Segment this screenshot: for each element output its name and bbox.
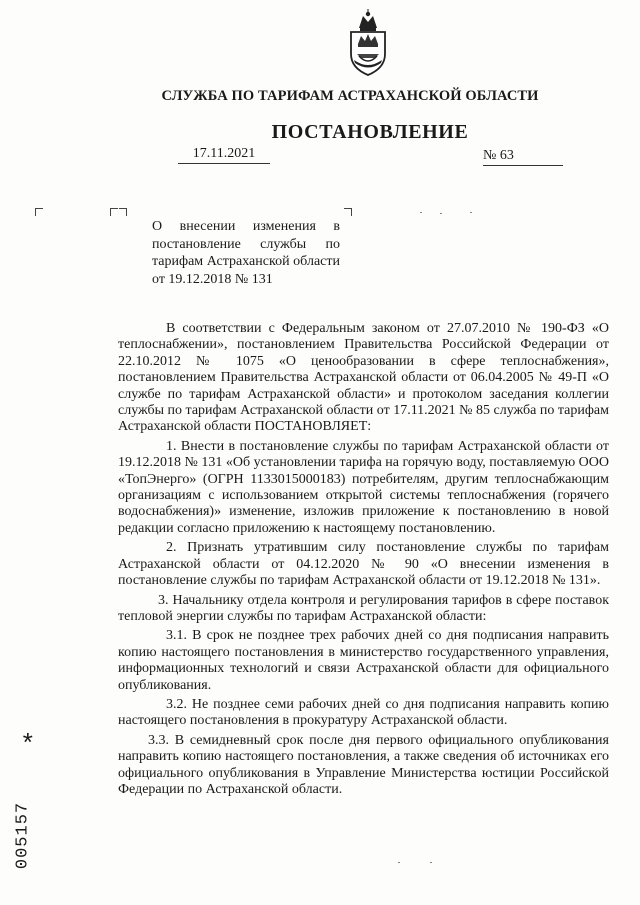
document-subject: О внесении изменения в постановление службы по тарифам Астраханской области от 19.12.2018 № 131 (152, 219, 340, 287)
corner-mark-subject-left-outer (110, 208, 118, 216)
item-2: 2. Признать утратившим силу постановление службы по тарифам Астраханской области от 04.12.2020 № 90 «О внесении изменения в постановление службы по тарифам Астраханской области от 19.12.2018 № 131». (118, 540, 609, 589)
asterisk-mark: * (20, 730, 36, 760)
organization-name: СЛУЖБА ПО ТАРИФАМ АСТРАХАНСКОЙ ОБЛАСТИ (161, 88, 539, 104)
corner-mark-subject-right (344, 208, 352, 216)
scan-speck (420, 212, 422, 213)
document-body (118, 321, 609, 801)
item-1: 1. Внести в постановление службы по тарифам Астраханской области от 19.12.2018 № 131 «Об установлении тарифа на горячую воду, поставляемую ООО «ТопЭнерго» (ОГРН 1133015000183) потребителям, другим теплоснабжающим организациям с использованием открытой системы теплоснабжения (горячего водоснабжения)» изменение, изложив приложение к постановлению в новой редакции согласно приложению к настоящему постановлению. (118, 438, 609, 536)
scan-speck (470, 212, 472, 213)
corner-mark-subject-left-inner (119, 208, 127, 216)
preamble-paragraph: В соответствии с Федеральным законом от 27.07.2010 № 190-ФЗ «О теплоснабжении», постановлением Правительства Российской Федерации от 22.10.2012 № 1075 «О ценообразовании в сфере теплоснабжения», постановлением Правительства Астраханской области от 06.04.2005 № 49-П «О службе по тарифам Астраханской области» и протоколом заседания коллегии службы по тарифам Астраханской области от 17.11.2021 № 85 служба по тарифам Астраханской области ПОСТАНОВЛЯЕТ: (118, 321, 610, 435)
scan-speck (398, 862, 400, 863)
item-3: 3. Начальнику отдела контроля и регулирования тарифов в сфере поставок тепловой энергии службы по тарифам Астраханской области: (118, 592, 609, 624)
coat-of-arms-icon (345, 8, 391, 78)
margin-registration-mark (13, 730, 46, 870)
scan-speck (430, 862, 432, 863)
document-number: № 63 (483, 148, 563, 166)
document-date: 17.11.2021 (178, 146, 270, 164)
item-3-2: 3.2. Не позднее семи рабочих дней со дня подписания направить копию настоящего постановления в прокуратуру Астраханской области. (118, 696, 609, 729)
corner-mark-top-left (35, 208, 43, 216)
serial-number: 005157 (13, 801, 33, 870)
item-3-1: 3.1. В срок не позднее трех рабочих дней со дня подписания направить копию настоящего постановления в министерство государственного управления, информационных технологий и связи Астраханской области для официального опубликования. (118, 628, 609, 693)
document-title: ПОСТАНОВЛЕНИЕ (271, 121, 469, 143)
item-3-3: 3.3. В семидневный срок после дня первого официального опубликования направить копию настоящего постановления, а также сведения об источниках его официального опубликования в Управление Министерства юстиции Российской Федерации по Астраханской области. (118, 732, 609, 797)
scan-speck (440, 213, 442, 214)
